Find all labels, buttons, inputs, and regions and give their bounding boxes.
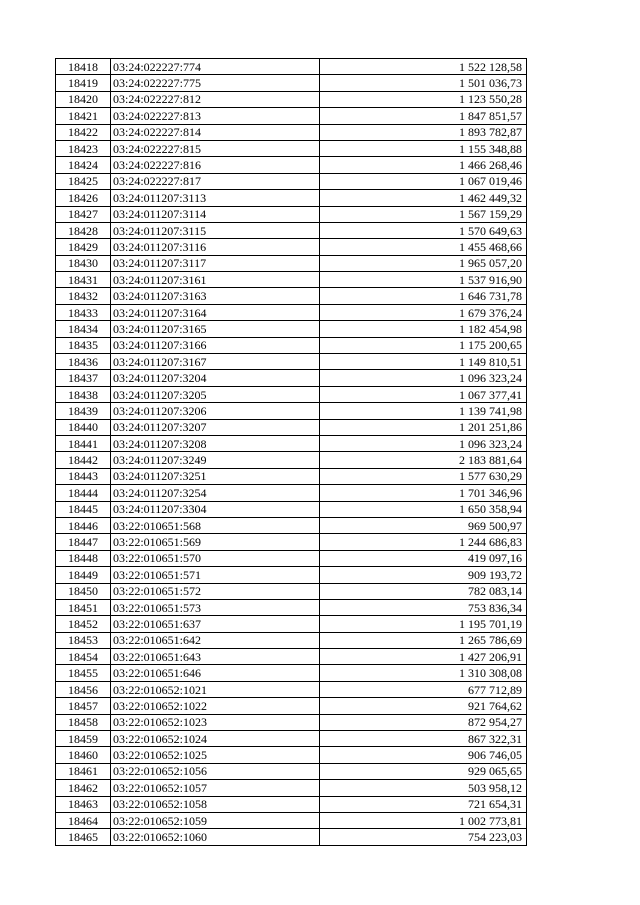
cadastral-number-cell: 03:24:011207:3205 (111, 386, 320, 402)
cadastral-number-cell: 03:24:022227:816 (111, 157, 320, 173)
cadastral-number-cell: 03:24:011207:3304 (111, 501, 320, 517)
value-cell: 1 096 323,24 (320, 370, 527, 386)
row-number-cell: 18442 (56, 452, 111, 468)
table-row (56, 419, 527, 435)
value-cell: 1 201 251,86 (320, 419, 527, 435)
table-body (56, 59, 527, 846)
value-cell: 782 083,14 (320, 583, 527, 599)
table-row (56, 239, 527, 255)
row-number-cell: 18457 (56, 698, 111, 714)
value-cell: 909 193,72 (320, 567, 527, 583)
cadastral-number-cell: 03:24:022227:813 (111, 108, 320, 124)
cadastral-number-cell: 03:24:011207:3164 (111, 304, 320, 320)
value-cell: 1 067 377,41 (320, 386, 527, 402)
value-cell: 1 455 468,66 (320, 239, 527, 255)
table-row (56, 829, 527, 845)
cadastral-number-cell: 03:24:011207:3249 (111, 452, 320, 468)
row-number-cell: 18429 (56, 239, 111, 255)
row-number-cell: 18446 (56, 517, 111, 533)
value-cell: 1 650 358,94 (320, 501, 527, 517)
value-cell: 1 462 449,32 (320, 190, 527, 206)
table-row (56, 534, 527, 550)
table-row (56, 698, 527, 714)
value-cell: 1 265 786,69 (320, 632, 527, 648)
cadastral-number-cell: 03:24:011207:3254 (111, 485, 320, 501)
row-number-cell: 18435 (56, 337, 111, 353)
cadastral-number-cell: 03:22:010651:637 (111, 616, 320, 632)
table-row (56, 255, 527, 271)
cadastral-number-cell: 03:22:010651:646 (111, 665, 320, 681)
cadastral-number-cell: 03:22:010652:1057 (111, 780, 320, 796)
row-number-cell: 18456 (56, 681, 111, 697)
value-cell: 1 522 128,58 (320, 59, 527, 75)
table-row (56, 190, 527, 206)
cadastral-number-cell: 03:22:010651:569 (111, 534, 320, 550)
cadastral-number-cell: 03:22:010651:572 (111, 583, 320, 599)
row-number-cell: 18430 (56, 255, 111, 271)
value-cell: 1 427 206,91 (320, 649, 527, 665)
cadastral-number-cell: 03:24:022227:815 (111, 140, 320, 156)
value-cell: 1 965 057,20 (320, 255, 527, 271)
cadastral-number-cell: 03:22:010651:643 (111, 649, 320, 665)
row-number-cell: 18438 (56, 386, 111, 402)
value-cell: 503 958,12 (320, 780, 527, 796)
cadastral-number-cell: 03:22:010651:568 (111, 517, 320, 533)
table-row (56, 321, 527, 337)
cadastral-number-cell: 03:24:022227:814 (111, 124, 320, 140)
value-cell: 1 310 308,08 (320, 665, 527, 681)
table-row (56, 272, 527, 288)
cadastral-number-cell: 03:24:022227:817 (111, 173, 320, 189)
table-row (56, 354, 527, 370)
table-row (56, 599, 527, 615)
table-row (56, 206, 527, 222)
table-row (56, 403, 527, 419)
value-cell: 1 577 630,29 (320, 468, 527, 484)
row-number-cell: 18441 (56, 435, 111, 451)
value-cell: 1 679 376,24 (320, 304, 527, 320)
value-cell: 1 175 200,65 (320, 337, 527, 353)
cadastral-number-cell: 03:22:010652:1023 (111, 714, 320, 730)
row-number-cell: 18427 (56, 206, 111, 222)
value-cell: 929 065,65 (320, 763, 527, 779)
row-number-cell: 18440 (56, 419, 111, 435)
cadastral-number-cell: 03:24:011207:3115 (111, 222, 320, 238)
row-number-cell: 18434 (56, 321, 111, 337)
table-row (56, 157, 527, 173)
table-row (56, 812, 527, 828)
value-cell: 1 067 019,46 (320, 173, 527, 189)
row-number-cell: 18424 (56, 157, 111, 173)
cadastral-number-cell: 03:24:011207:3161 (111, 272, 320, 288)
row-number-cell: 18439 (56, 403, 111, 419)
row-number-cell: 18450 (56, 583, 111, 599)
table-row (56, 173, 527, 189)
cadastral-number-cell: 03:24:011207:3204 (111, 370, 320, 386)
cadastral-number-cell: 03:24:011207:3163 (111, 288, 320, 304)
table-row (56, 140, 527, 156)
cadastral-number-cell: 03:22:010651:571 (111, 567, 320, 583)
row-number-cell: 18464 (56, 812, 111, 828)
row-number-cell: 18452 (56, 616, 111, 632)
table-row (56, 222, 527, 238)
table-row (56, 780, 527, 796)
cadastral-number-cell: 03:24:011207:3114 (111, 206, 320, 222)
row-number-cell: 18448 (56, 550, 111, 566)
row-number-cell: 18449 (56, 567, 111, 583)
row-number-cell: 18455 (56, 665, 111, 681)
table-row (56, 550, 527, 566)
table-row (56, 59, 527, 75)
value-cell: 754 223,03 (320, 829, 527, 845)
value-cell: 921 764,62 (320, 698, 527, 714)
cadastral-number-cell: 03:24:022227:774 (111, 59, 320, 75)
table-row (56, 616, 527, 632)
row-number-cell: 18425 (56, 173, 111, 189)
row-number-cell: 18461 (56, 763, 111, 779)
row-number-cell: 18421 (56, 108, 111, 124)
row-number-cell: 18418 (56, 59, 111, 75)
value-cell: 1 123 550,28 (320, 91, 527, 107)
value-cell: 1 244 686,83 (320, 534, 527, 550)
value-cell: 677 712,89 (320, 681, 527, 697)
table-row (56, 108, 527, 124)
table-row (56, 567, 527, 583)
value-cell: 1 182 454,98 (320, 321, 527, 337)
value-cell: 1 537 916,90 (320, 272, 527, 288)
cadastral-number-cell: 03:22:010651:642 (111, 632, 320, 648)
cadastral-number-cell: 03:22:010652:1059 (111, 812, 320, 828)
data-table (55, 58, 527, 846)
value-cell: 1 701 346,96 (320, 485, 527, 501)
value-cell: 721 654,31 (320, 796, 527, 812)
value-cell: 1 567 159,29 (320, 206, 527, 222)
table-row (56, 501, 527, 517)
table-row (56, 75, 527, 91)
row-number-cell: 18432 (56, 288, 111, 304)
table-row (56, 288, 527, 304)
cadastral-number-cell: 03:24:011207:3206 (111, 403, 320, 419)
cadastral-number-cell: 03:22:010652:1024 (111, 731, 320, 747)
row-number-cell: 18443 (56, 468, 111, 484)
table-row (56, 468, 527, 484)
table-row (56, 681, 527, 697)
cadastral-number-cell: 03:24:011207:3166 (111, 337, 320, 353)
table-row (56, 337, 527, 353)
table-row (56, 632, 527, 648)
value-cell: 1 139 741,98 (320, 403, 527, 419)
cadastral-number-cell: 03:24:011207:3251 (111, 468, 320, 484)
row-number-cell: 18419 (56, 75, 111, 91)
row-number-cell: 18423 (56, 140, 111, 156)
table-row (56, 124, 527, 140)
row-number-cell: 18460 (56, 747, 111, 763)
row-number-cell: 18433 (56, 304, 111, 320)
table-row (56, 583, 527, 599)
cadastral-number-cell: 03:22:010652:1058 (111, 796, 320, 812)
table-row (56, 435, 527, 451)
table-row (56, 665, 527, 681)
table-row (56, 304, 527, 320)
table-row (56, 485, 527, 501)
row-number-cell: 18451 (56, 599, 111, 615)
value-cell: 867 322,31 (320, 731, 527, 747)
row-number-cell: 18426 (56, 190, 111, 206)
cadastral-number-cell: 03:24:011207:3116 (111, 239, 320, 255)
value-cell: 1 155 348,88 (320, 140, 527, 156)
cadastral-number-cell: 03:24:011207:3207 (111, 419, 320, 435)
row-number-cell: 18465 (56, 829, 111, 845)
table-row (56, 649, 527, 665)
value-cell: 969 500,97 (320, 517, 527, 533)
value-cell: 1 646 731,78 (320, 288, 527, 304)
row-number-cell: 18444 (56, 485, 111, 501)
value-cell: 1 002 773,81 (320, 812, 527, 828)
value-cell: 1 466 268,46 (320, 157, 527, 173)
cadastral-number-cell: 03:22:010652:1056 (111, 763, 320, 779)
table-row (56, 370, 527, 386)
row-number-cell: 18420 (56, 91, 111, 107)
row-number-cell: 18428 (56, 222, 111, 238)
value-cell: 1 501 036,73 (320, 75, 527, 91)
table-row (56, 714, 527, 730)
cadastral-number-cell: 03:24:011207:3208 (111, 435, 320, 451)
row-number-cell: 18458 (56, 714, 111, 730)
row-number-cell: 18436 (56, 354, 111, 370)
row-number-cell: 18447 (56, 534, 111, 550)
value-cell: 2 183 881,64 (320, 452, 527, 468)
cadastral-number-cell: 03:24:022227:775 (111, 75, 320, 91)
cadastral-number-cell: 03:24:011207:3167 (111, 354, 320, 370)
value-cell: 1 149 810,51 (320, 354, 527, 370)
table-row (56, 731, 527, 747)
row-number-cell: 18454 (56, 649, 111, 665)
cadastral-number-cell: 03:22:010651:573 (111, 599, 320, 615)
value-cell: 753 836,34 (320, 599, 527, 615)
cadastral-number-cell: 03:22:010651:570 (111, 550, 320, 566)
table-row (56, 763, 527, 779)
table-row (56, 452, 527, 468)
cadastral-number-cell: 03:24:011207:3113 (111, 190, 320, 206)
cadastral-number-cell: 03:22:010652:1060 (111, 829, 320, 845)
row-number-cell: 18459 (56, 731, 111, 747)
value-cell: 419 097,16 (320, 550, 527, 566)
value-cell: 1 096 323,24 (320, 435, 527, 451)
value-cell: 1 195 701,19 (320, 616, 527, 632)
cadastral-number-cell: 03:24:022227:812 (111, 91, 320, 107)
cadastral-number-cell: 03:22:010652:1021 (111, 681, 320, 697)
table-row (56, 91, 527, 107)
row-number-cell: 18422 (56, 124, 111, 140)
value-cell: 1 847 851,57 (320, 108, 527, 124)
value-cell: 906 746,05 (320, 747, 527, 763)
table-row (56, 747, 527, 763)
row-number-cell: 18453 (56, 632, 111, 648)
value-cell: 1 570 649,63 (320, 222, 527, 238)
row-number-cell: 18431 (56, 272, 111, 288)
row-number-cell: 18445 (56, 501, 111, 517)
cadastral-number-cell: 03:22:010652:1025 (111, 747, 320, 763)
cadastral-number-cell: 03:22:010652:1022 (111, 698, 320, 714)
table-row (56, 517, 527, 533)
value-cell: 1 893 782,87 (320, 124, 527, 140)
table-row (56, 386, 527, 402)
cadastral-number-cell: 03:24:011207:3117 (111, 255, 320, 271)
row-number-cell: 18437 (56, 370, 111, 386)
row-number-cell: 18463 (56, 796, 111, 812)
row-number-cell: 18462 (56, 780, 111, 796)
cadastral-number-cell: 03:24:011207:3165 (111, 321, 320, 337)
table-row (56, 796, 527, 812)
value-cell: 872 954,27 (320, 714, 527, 730)
